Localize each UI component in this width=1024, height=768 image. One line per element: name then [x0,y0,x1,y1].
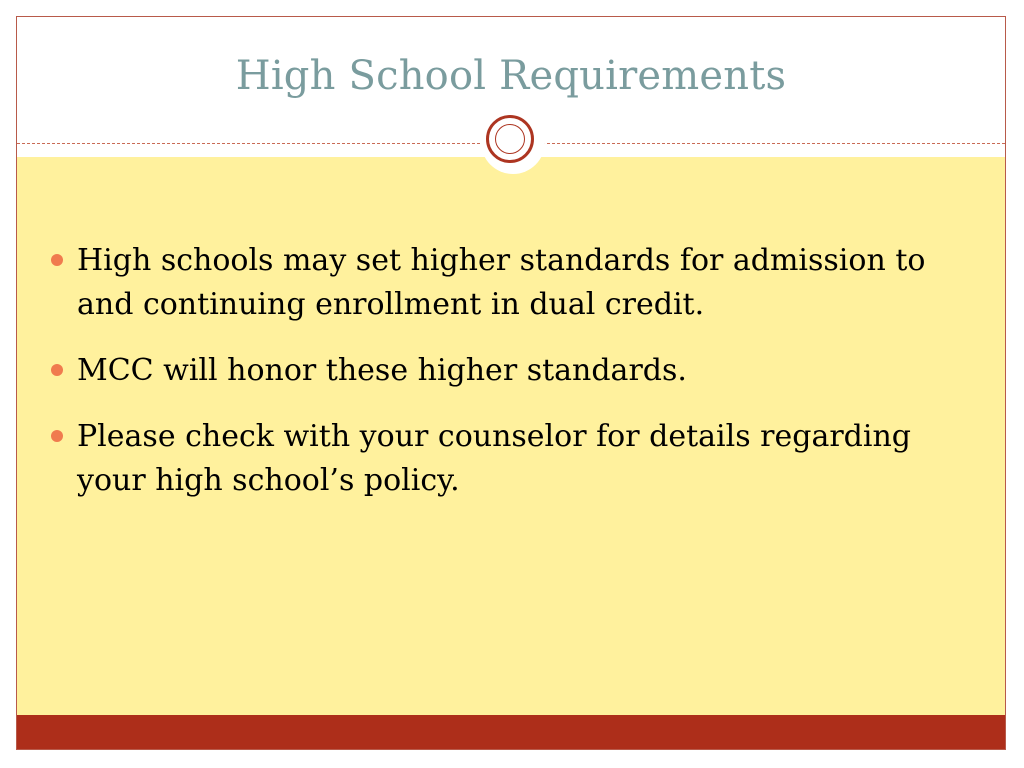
slide [16,16,1006,750]
bullet-dot-icon [51,364,63,376]
bullet-item [47,415,987,503]
bullet-item [47,239,987,327]
double-ring-ornament-icon [486,115,534,163]
bullet-list [47,239,987,525]
bullet-dot-icon [51,254,63,266]
bullet-dot-icon [51,430,63,442]
bullet-text: High schools may set higher standards for admission to and continuing enrollment in dual credit. [77,243,926,322]
slide-title: High School Requirements [235,53,787,99]
bullet-text: MCC will honor these higher standards. [77,353,687,388]
ornament-inner-ring [495,124,525,154]
bullet-item [47,349,987,393]
bullet-text: Please check with your counselor for details regarding your high school’s policy. [77,419,911,498]
footer-bar [17,715,1005,749]
